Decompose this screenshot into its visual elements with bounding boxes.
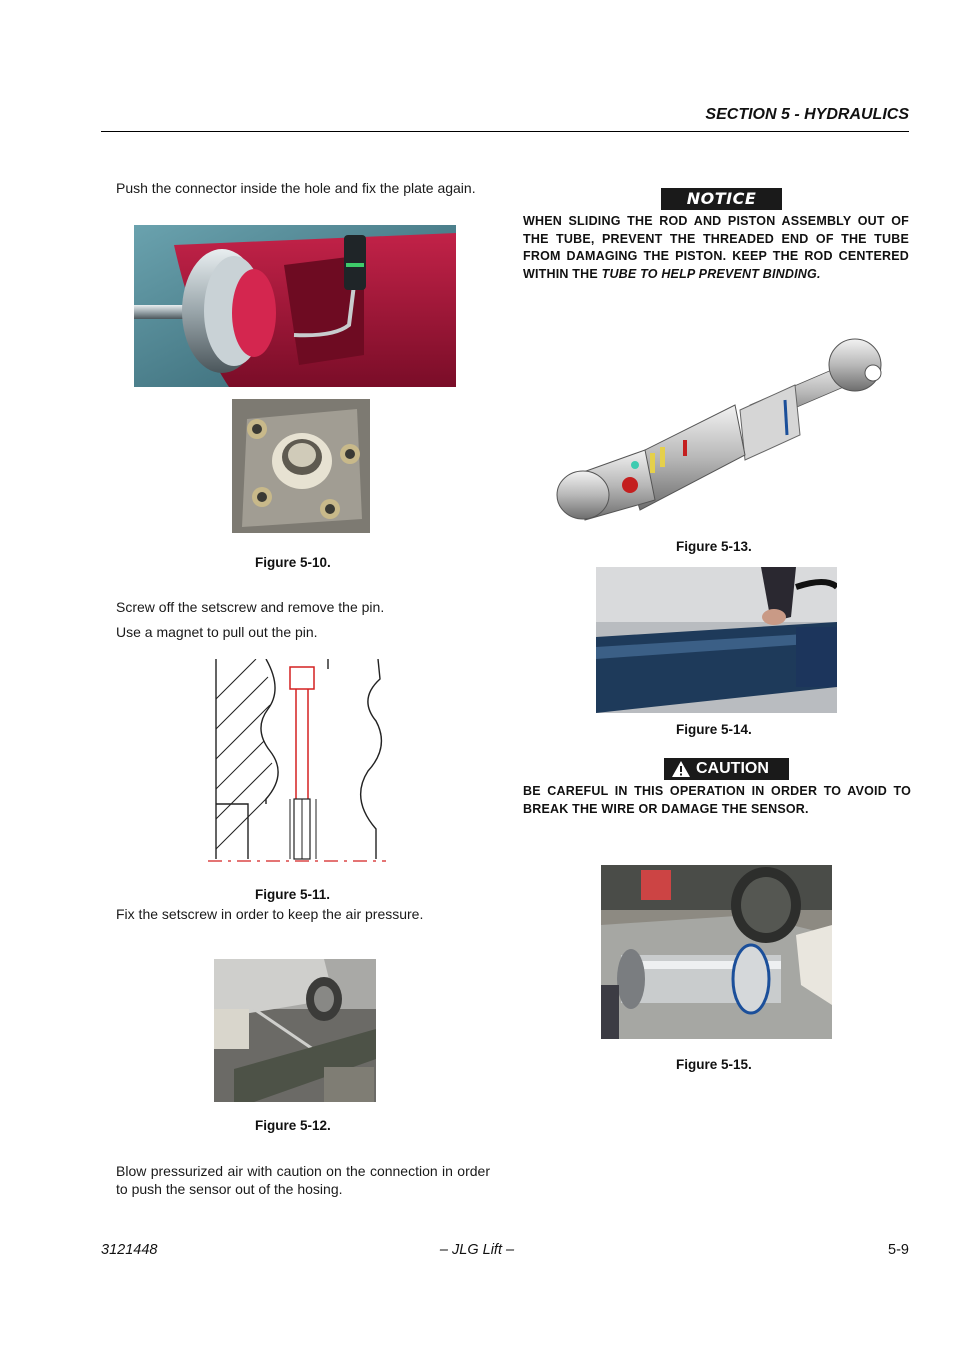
- figure-5-12-caption: Figure 5-12.: [255, 1118, 331, 1133]
- step-1-text: Push the connector inside the hole and fix the plate again.: [116, 180, 476, 196]
- notice-text: [523, 213, 909, 283]
- footer-doc-number: 3121448: [101, 1242, 158, 1258]
- step-4-text: Fix the setscrew in order to keep the air pressure.: [116, 906, 424, 922]
- step-5-text: Blow pressurized air with caution on the connection in order to push the sensor out of the hosing.: [116, 1163, 490, 1197]
- warning-triangle-icon: [671, 760, 691, 785]
- notice-text-main: WHEN SLIDING THE ROD AND PISTON ASSEMBLY OUT OF THE TUBE, PREVENT THE THREADED END OF THE TUBE FROM DAMAGING THE PISTON. KEEP THE ROD CENTERED WITHIN THE: [523, 214, 909, 281]
- figure-5-14-caption: Figure 5-14.: [676, 722, 752, 737]
- footer-center-text: – JLG Lift –: [439, 1242, 515, 1258]
- notice-text-italic: TUBE TO HELP PREVENT BINDING.: [601, 266, 821, 281]
- step-2-text: Screw off the setscrew and remove the pin.: [116, 599, 385, 615]
- figure-5-13-rod-piston-assembly: [555, 335, 885, 525]
- caution-label: CAUTION: [696, 760, 769, 777]
- figure-5-15-caption: Figure 5-15.: [676, 1057, 752, 1072]
- figure-5-14-photo: [596, 567, 837, 713]
- figure-5-11-caption: Figure 5-11.: [255, 887, 331, 902]
- notice-badge: NOTICE: [661, 188, 782, 210]
- section-title: SECTION 5 - HYDRAULICS: [705, 106, 909, 123]
- step-3-text: Use a magnet to pull out the pin.: [116, 624, 318, 640]
- figure-5-10-plate-photo: [232, 399, 370, 533]
- header-rule: [101, 131, 909, 132]
- footer-page-number: 5-9: [888, 1242, 909, 1258]
- figure-5-15-photo: [601, 865, 832, 1039]
- caution-badge: [664, 758, 789, 780]
- figure-5-13-caption: Figure 5-13.: [676, 539, 752, 554]
- figure-5-12-photo: [214, 959, 376, 1102]
- figure-5-10-caption: Figure 5-10.: [255, 555, 331, 570]
- figure-5-11-setscrew-drawing: [208, 659, 386, 865]
- figure-5-10-cylinder-cutaway: [134, 225, 456, 387]
- caution-text: BE CAREFUL IN THIS OPERATION IN ORDER TO AVOID TO BREAK THE WIRE OR DAMAGE THE SENSOR.: [523, 784, 911, 816]
